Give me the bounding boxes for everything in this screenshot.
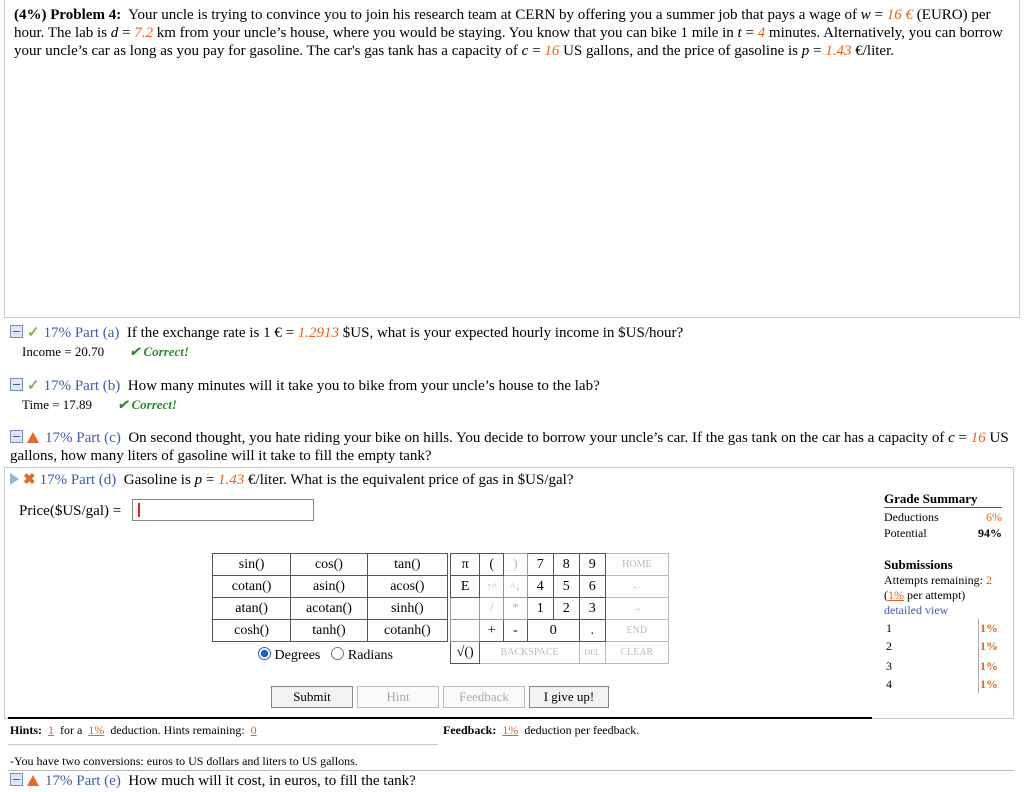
key-up[interactable]: ↑^ [480,576,504,598]
time-value: 4 [757,25,766,41]
price-value: 1.43 [825,43,852,59]
hint-text: -You have two conversions: euros to US dollars and liters to US gallons. [10,754,358,768]
key-e[interactable]: E [451,576,480,598]
feedback-info: Feedback: 1% deduction per feedback. [443,723,640,737]
key-6[interactable]: 6 [579,576,605,598]
problem-panel [4,0,1020,318]
deductions-value: 6% [986,510,1002,524]
key-cosh[interactable]: cosh() [213,620,291,642]
key-down[interactable]: ^↓ [504,576,528,598]
warning-icon [27,775,39,786]
key-end[interactable]: END [605,620,668,642]
part-b-answer: Time = 17.89 ✔ Correct! [22,397,177,412]
key-atan[interactable]: atan() [213,598,291,620]
play-icon[interactable] [10,473,19,485]
collapse-icon[interactable] [10,430,23,443]
function-keypad [212,553,448,642]
key-cos[interactable]: cos() [291,554,367,576]
key-clear[interactable]: CLEAR [605,642,668,664]
checkmark-icon: ✓ [27,325,40,341]
key-dot[interactable]: . [579,620,605,642]
key-empty-1 [451,598,480,620]
key-1[interactable]: 1 [527,598,553,620]
key-5[interactable]: 5 [553,576,579,598]
part-b-header[interactable]: ✓ 17% Part (b) How many minutes will it take you to bike from your uncle’s house to the lab? [10,376,600,395]
key-backspace[interactable]: BACKSPACE [480,642,579,664]
key-lparen[interactable]: ( [480,554,504,576]
key-plus[interactable]: + [480,620,504,642]
left-arrow-icon[interactable]: ← [605,576,668,598]
collapse-icon[interactable] [10,378,23,391]
key-4[interactable]: 4 [527,576,553,598]
key-minus[interactable]: - [504,620,528,642]
answer-input[interactable] [132,499,314,521]
x-icon: ✖ [23,472,36,488]
key-empty-2 [451,620,480,642]
divider [8,717,872,719]
collapse-icon[interactable] [10,325,23,338]
wage-value: 16 [886,7,902,23]
collapse-icon[interactable] [10,773,23,786]
key-cotanh[interactable]: cotanh() [367,620,447,642]
radians-radio[interactable] [331,647,344,660]
key-2[interactable]: 2 [553,598,579,620]
part-d-header[interactable]: ✖ 17% Part (d) Gasoline is p = 1.43 €/liter. What is the equivalent price of gas in $US/gal? [10,470,574,489]
hint-button[interactable]: Hint [357,686,439,708]
key-slash[interactable]: / [480,598,504,620]
distance-value: 7.2 [134,25,154,41]
key-sqrt[interactable]: √() [451,642,480,664]
correct-badge: ✔ Correct! [129,344,189,359]
part-e-header[interactable]: 17% Part (e) How much will it cost, in euros, to fill the tank? [10,773,416,790]
part-c-header[interactable]: 17% Part (c) On second thought, you hate riding your bike on hills. You decide to borrow your uncle’s car. If the gas tank on the car has a capacity of c = 16 US gallons, how many liters of gasoline will it take to fill the empty tank? [10,430,1009,464]
key-7[interactable]: 7 [527,554,553,576]
degrees-radio[interactable] [258,647,271,660]
key-sin[interactable]: sin() [213,554,291,576]
potential-value: 94% [978,526,1002,540]
checkmark-icon: ✓ [27,378,40,394]
key-tanh[interactable]: tanh() [291,620,367,642]
number-keypad [450,553,669,664]
key-tan[interactable]: tan() [367,554,447,576]
key-3[interactable]: 3 [579,598,605,620]
divider [8,744,438,745]
part-a-answer: Income = 20.70 ✔ Correct! [22,344,189,359]
submissions-title: Submissions [884,557,953,572]
problem-text: (4%) Problem 4: Your uncle is trying to convince you to join his research team at CERN by offering you a summer job that pays a wage of w = 16 € (EURO) per hour. The lab is d = 7.2 km from your uncle’s house, where you would be staying. You know that you can bike 1 mile in t = 4 minutes. Alternatively, you can borrow your uncle’s car as long as you pay for gasoline. The car's gas tank has a capacity of c = 16 US gallons, and the price of gasoline is p = 1.43 €/liter. [14,7,1003,59]
key-rparen[interactable]: ) [504,554,528,576]
detailed-view-link[interactable]: detailed view [884,603,949,617]
hints-info: Hints: 1 for a 1% deduction. Hints remaining: 0 [10,723,257,737]
angle-mode: Degrees Radians [258,647,393,664]
key-del[interactable]: DEL [579,642,605,664]
text-cursor [138,503,140,517]
capacity-value: 16 [544,43,560,59]
correct-badge: ✔ Correct! [117,397,177,412]
divider [8,770,1014,771]
key-acos[interactable]: acos() [367,576,447,598]
give-up-button[interactable]: I give up! [529,686,609,708]
key-9[interactable]: 9 [579,554,605,576]
feedback-button[interactable]: Feedback [443,686,525,708]
attempts-remaining: Attempts remaining: 2 [884,573,992,587]
grade-summary: Grade Summary Deductions 6% Potential 94% Submissions Attempts remaining: 2 (1% per attempt) detailed view [884,491,1002,617]
key-home[interactable]: HOME [605,554,668,576]
key-acotan[interactable]: acotan() [291,598,367,620]
divider [978,619,979,693]
key-pi[interactable]: π [451,554,480,576]
right-arrow-icon[interactable]: → [605,598,668,620]
answer-input-label: Price($US/gal) = [19,503,122,519]
grade-summary-title: Grade Summary [884,491,1002,508]
part-a-header[interactable]: ✓ 17% Part (a) If the exchange rate is 1 € = 1.2913 $US, what is your expected hourly income in $US/hour? [10,323,683,342]
key-sinh[interactable]: sinh() [367,598,447,620]
key-0[interactable]: 0 [527,620,579,642]
key-8[interactable]: 8 [553,554,579,576]
warning-icon [27,432,39,443]
key-asin[interactable]: asin() [291,576,367,598]
key-cotan[interactable]: cotan() [213,576,291,598]
key-star[interactable]: * [504,598,528,620]
submit-button[interactable]: Submit [271,686,353,708]
problem-header: (4%) Problem 4: [14,7,122,23]
